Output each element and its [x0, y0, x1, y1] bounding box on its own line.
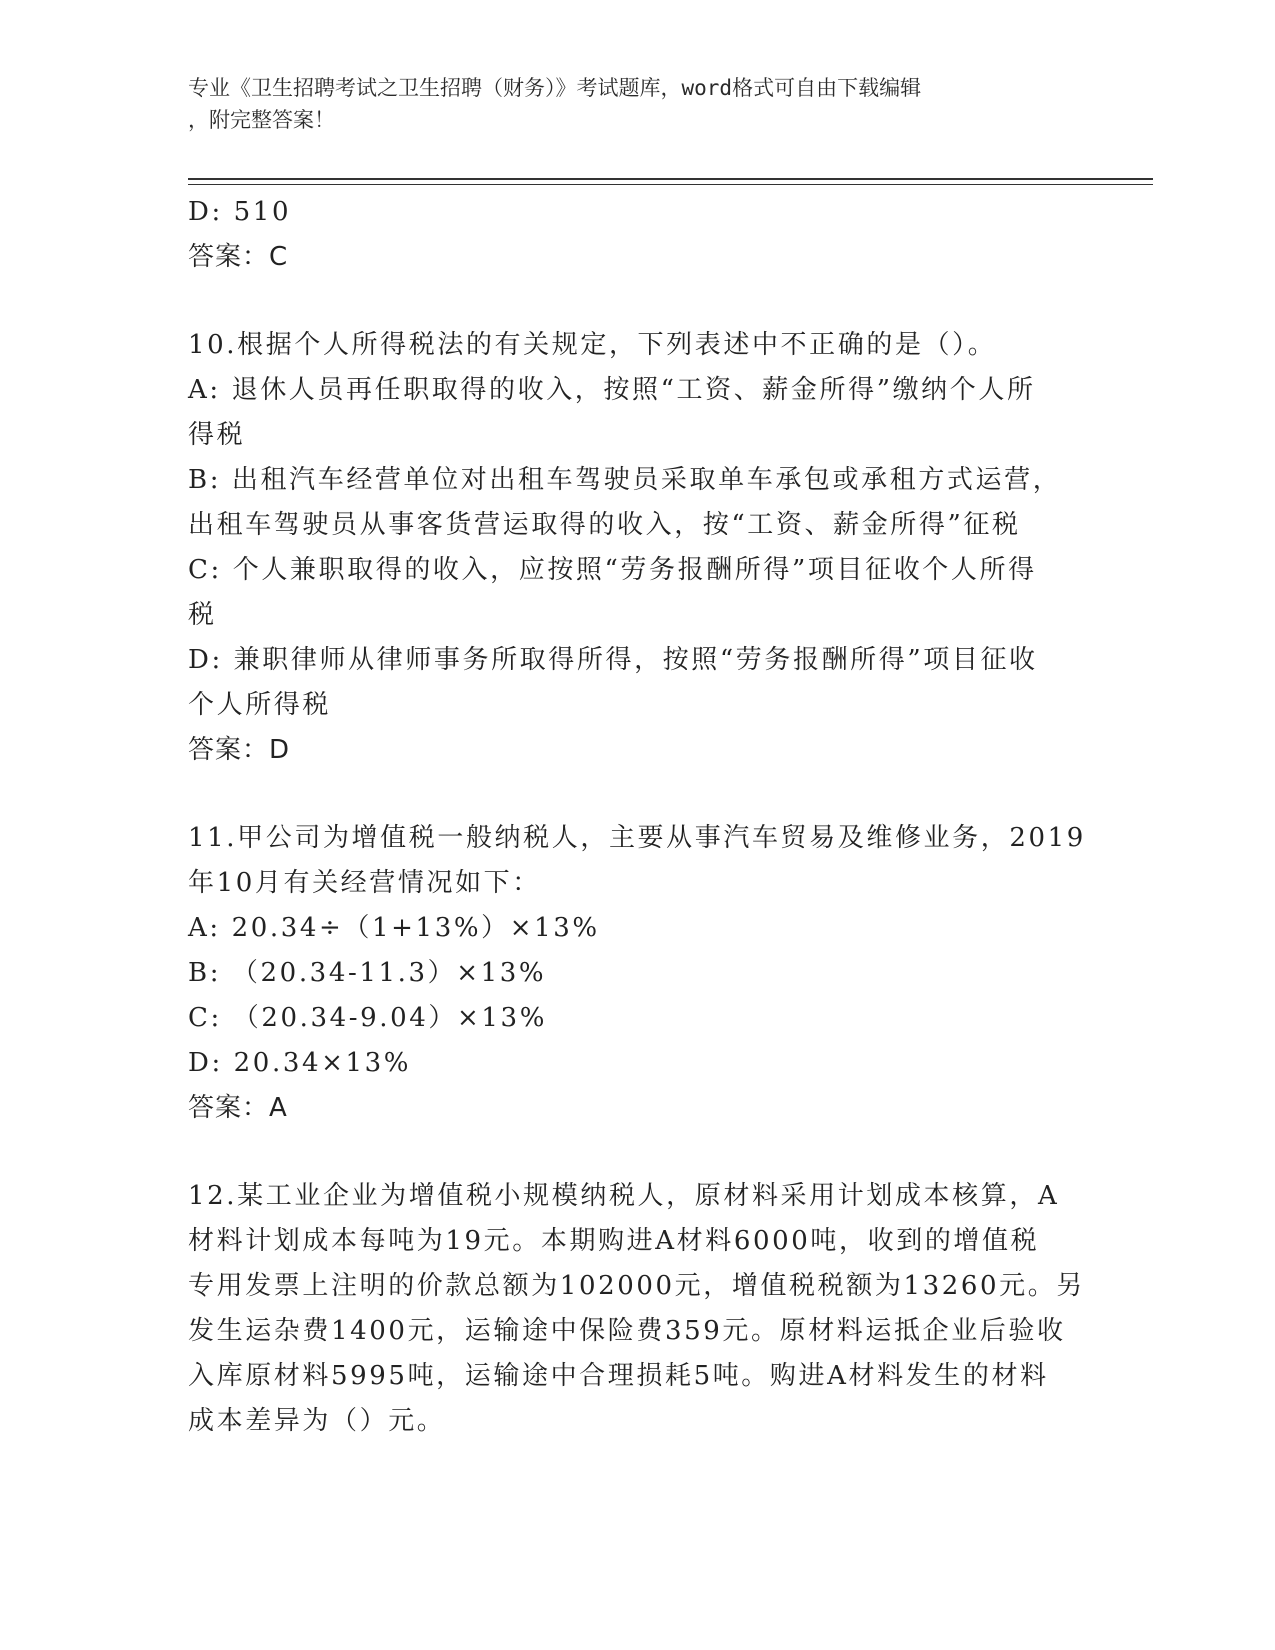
question-stem-continued: 发生运杂费1400元，运输途中保险费359元。原材料运抵企业后验收: [188, 1316, 1066, 1346]
option-b: B: （20.34-11.3）×13%: [188, 958, 547, 988]
question-stem-continued: 专用发票上注明的价款总额为102000元，增值税税额为13260元。另: [188, 1271, 1085, 1301]
header-line-1: 专业《卫生招聘考试之卫生招聘（财务）》考试题库，word格式可自由下载编辑: [188, 76, 922, 100]
option-c: C: （20.34-9.04）×13%: [188, 1003, 548, 1033]
option-c-continued: 税: [188, 600, 217, 630]
answer-line: 答案：A: [188, 1093, 288, 1123]
question-11: [188, 816, 1088, 1131]
spacer: [188, 773, 1088, 816]
page-header: [188, 72, 1068, 136]
option-d: D: 20.34×13%: [188, 1048, 412, 1078]
option-d: D: 兼职律师从律师事务所取得所得，按照“劳务报酬所得”项目征收: [188, 645, 1038, 675]
question-stem-continued: 材料计划成本每吨为19元。本期购进A材料6000吨，收到的增值税: [188, 1226, 1040, 1256]
option-a: A: 20.34÷（1+13%）×13%: [188, 913, 600, 943]
header-line-2: ，附完整答案！: [188, 108, 335, 132]
option-b: B: 出租汽车经营单位对出租车驾驶员采取单车承包或承租方式运营，: [188, 465, 1062, 495]
option-c: C: 个人兼职取得的收入，应按照“劳务报酬所得”项目征收个人所得: [188, 555, 1037, 585]
header-divider-thick: [188, 178, 1153, 180]
spacer: [188, 1131, 1088, 1174]
document-body: [188, 190, 1088, 1444]
question-12: [188, 1174, 1088, 1444]
question-stem-continued: 入库原材料5995吨，运输途中合理损耗5吨。购进A材料发生的材料: [188, 1361, 1049, 1391]
question-stem-continued: 年10月有关经营情况如下：: [188, 868, 541, 898]
question-stem: 11.甲公司为增值税一般纳税人，主要从事汽车贸易及维修业务，2019: [188, 823, 1086, 853]
answer-line: 答案：D: [188, 735, 291, 765]
question-stem: 12.某工业企业为增值税小规模纳税人，原材料采用计划成本核算，A: [188, 1181, 1060, 1211]
header-divider-thin: [188, 184, 1153, 185]
option-a-continued: 得税: [188, 420, 246, 450]
question-stem-continued: 成本差异为（）元。: [188, 1406, 446, 1436]
spacer: [188, 280, 1088, 323]
option-d-continued: 个人所得税: [188, 690, 332, 720]
question-10: [188, 323, 1088, 773]
option-d: D: 510: [188, 197, 292, 227]
question-stem: 10.根据个人所得税法的有关规定，下列表述中不正确的是（）。: [188, 330, 997, 360]
question-9-tail: [188, 190, 1088, 280]
option-b-continued: 出租车驾驶员从事客货营运取得的收入，按“工资、薪金所得”征税: [188, 510, 1021, 540]
answer-line: 答案：C: [188, 242, 289, 272]
option-a: A: 退休人员再任职取得的收入，按照“工资、薪金所得”缴纳个人所: [188, 375, 1036, 405]
